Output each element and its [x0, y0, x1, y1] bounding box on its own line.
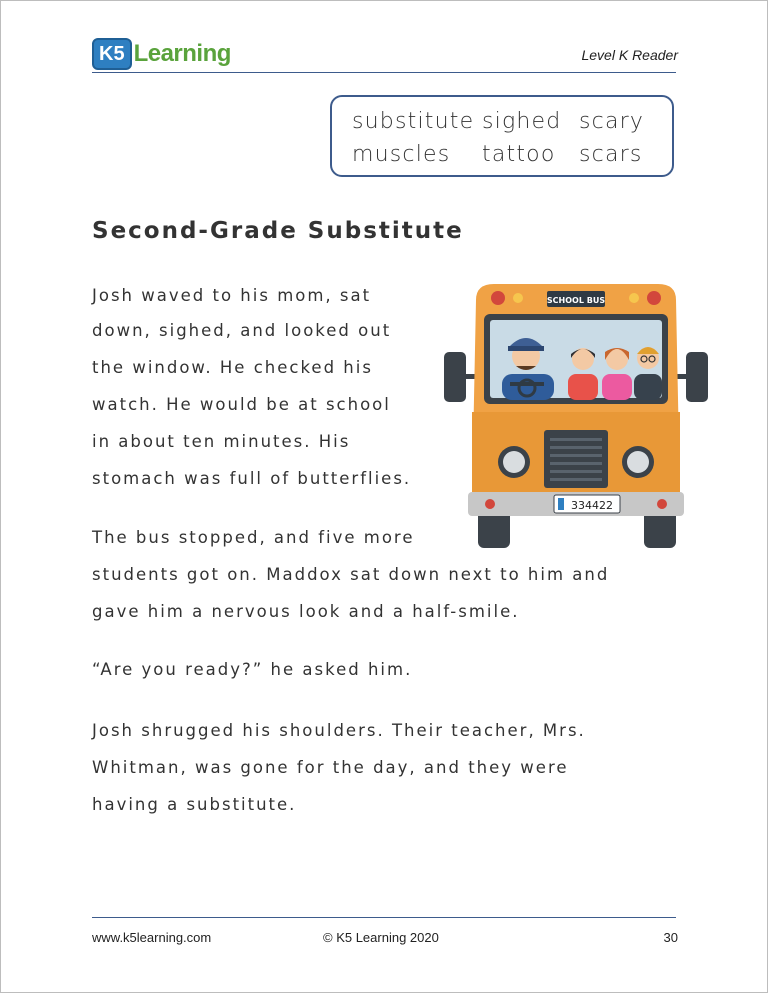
footer-website: www.k5learning.com	[92, 930, 212, 945]
logo-wordmark: Learning	[133, 40, 231, 67]
reader-level-title: Level K Reader	[581, 47, 678, 63]
story-line: “Are you ready?” he asked him.	[92, 660, 413, 679]
story-line: down, sighed, and looked out	[92, 321, 392, 340]
story-line: students got on. Maddox sat down next to him and	[92, 565, 610, 584]
bus-mirror-left	[444, 352, 466, 402]
story-line: Josh waved to his mom, sat	[92, 286, 372, 305]
vocab-word: muscles	[352, 142, 451, 167]
story-line: watch. He would be at school	[92, 395, 391, 414]
footer-copyright: © K5 Learning 2020	[323, 930, 439, 945]
story-line: The bus stopped, and five more	[92, 528, 415, 547]
story-line: stomach was full of butterflies.	[92, 469, 412, 488]
story-line: Josh shrugged his shoulders. Their teacher, Mrs.	[92, 721, 586, 740]
bus-mirror-right	[686, 352, 708, 402]
bus-sign-text: SCHOOL BUS	[546, 296, 606, 305]
vocab-word: substitute	[352, 109, 475, 134]
story-line: gave him a nervous look and a half-smile.	[92, 602, 520, 621]
k5-logo	[92, 37, 231, 71]
vocabulary-box	[330, 95, 674, 177]
story-line: the window. He checked his	[92, 358, 373, 377]
page-number: 30	[663, 930, 678, 945]
footer-rule	[92, 917, 676, 918]
school-bus-illustration	[440, 282, 712, 552]
vocab-word: tattoo	[482, 142, 556, 167]
header-rule	[92, 72, 676, 73]
logo-k5-badge: K5	[92, 38, 132, 70]
story-line: Whitman, was gone for the day, and they were	[92, 758, 569, 777]
story-line: in about ten minutes. His	[92, 432, 351, 451]
story-line: having a substitute.	[92, 795, 297, 814]
license-plate-number: 334422	[571, 499, 613, 512]
vocab-word: scars	[579, 142, 643, 167]
vocab-word: sighed	[482, 109, 562, 134]
vocab-word: scary	[579, 109, 645, 134]
story-title: Second-Grade Substitute	[92, 218, 464, 244]
